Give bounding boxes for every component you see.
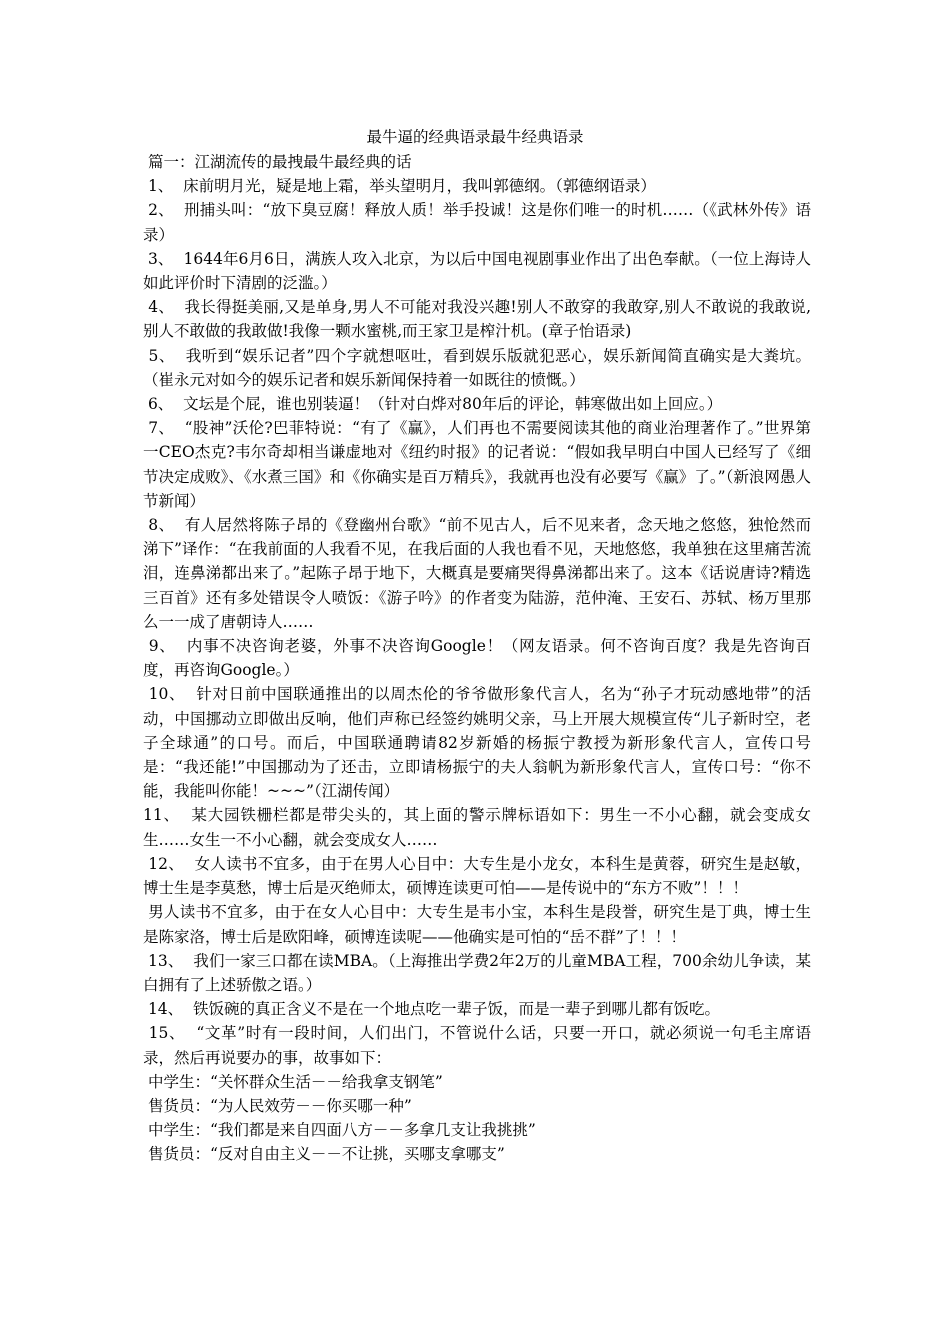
paragraph: 6、 文坛是个屁，谁也别装逼！（针对白烨对80年后的评论，韩寒做出如上回应。）	[143, 395, 723, 414]
document-body	[143, 150, 811, 1167]
paragraph: 14、 铁饭碗的真正含义不是在一个地点吃一辈子饭，而是一辈子到哪儿都有饭吃。	[143, 1000, 721, 1019]
paragraph: 1、 床前明月光，疑是地上霜，举头望明月，我叫郭德纲。（郭德纲语录）	[143, 177, 656, 196]
document-title: 最牛逼的经典语录最牛经典语录	[366, 128, 584, 146]
paragraph: 13、 我们一家三口都在读MBA。（上海推出学费2年2万的儿童MBA工程，700余幼儿争读，某白拥有了上述骄傲之语。）	[143, 951, 811, 994]
paragraph: 5、 我听到“娱乐记者”四个字就想呕吐，看到娱乐版就犯恶心，娱乐新闻简直确实是大粪坑。（崔永元对如今的娱乐记者和娱乐新闻保持着一如既往的愤慨。）	[143, 346, 811, 389]
paragraph: 男人读书不宜多，由于在女人心目中：大专生是韦小宝，本科生是段誉，研究生是丁典，博士生是陈家洛，博士后是欧阳峰，硕博连读呢——他确实是可怕的“岳不群”了！！！	[143, 903, 811, 946]
paragraph: 12、 女人读书不宜多，由于在男人心目中：大专生是小龙女，本科生是黄蓉，研究生是赵敏，博士生是李莫愁，博士后是灭绝师太，硕博连读更可怕——是传说中的“东方不败”！！！	[143, 854, 811, 898]
paragraph: 2、 刑捕头叫：“放下臭豆腐！释放人质！举手投诚！这是你们唯一的时机……（《武林外传》语录）	[143, 201, 811, 244]
paragraph: 售货员：“为人民效劳－－你买哪一种”	[143, 1096, 412, 1115]
paragraph: 7、 “股神”沃伦?巴菲特说：“有了《赢》，人们再也不需要阅读其他的商业治理著作了。”世界第一CEO杰克?韦尔奇却相当谦虚地对《纽约时报》的记者说：“假如我早明白中国人已经写了《细节决定成败》、《水煮三国》和《你确实是百万精兵》，我就再也没有必要写《赢》了。”（新浪网愚人节新闻）	[143, 419, 811, 510]
paragraph: 中学生：“我们都是来自四面八方－－多拿几支让我挑挑”	[143, 1121, 536, 1140]
paragraph: 15、 “文革”时有一段时间，人们出门，不管说什么话，只要一开口，就必须说一句毛主席语录，然后再说要办的事，故事如下：	[143, 1024, 811, 1067]
paragraph: 10、 针对日前中国联通推出的以周杰伦的爷爷做形象代言人，名为“孙子才玩动感地带”的活动，中国挪动立即做出反响，他们声称已经签约姚明父亲，马上开展大规模宣传“儿子新时空，老子全球通”的口号。而后，中国联通聘请82岁新婚的杨振宁教授为新形象代言人，宣传口号是：“我还能!”中国挪动为了还击，立即请杨振宁的夫人翁帆为新形象代言人，宣传口号：“你不能，我能叫你能！~~~”（江湖传闻）	[143, 685, 811, 801]
paragraph: 11、 某大园铁栅栏都是带尖头的，其上面的警示牌标语如下：男生一不小心翻，就会变成女生……女生一不小心翻，就会变成女人……	[143, 806, 811, 849]
paragraph: 售货员：“反对自由主义－－不让挑，买哪支拿哪支”	[143, 1145, 505, 1164]
paragraph: 篇一：江湖流传的最拽最牛最经典的话	[143, 153, 412, 171]
paragraph: 9、 内事不决咨询老婆，外事不决咨询Google！（网友语录。何不咨询百度？我是先咨询百度，再咨询Google。）	[143, 637, 811, 680]
paragraph: 中学生：“关怀群众生活－－给我拿支钢笔”	[143, 1072, 443, 1091]
paragraph: 8、 有人居然将陈子昂的《登幽州台歌》“前不见古人，后不见来者，念天地之悠悠，独怆然而涕下”译作：“在我前面的人我看不见，在我后面的人我也看不见，天地悠悠，我单独在这里痛苦流泪，连鼻涕都出来了。”起陈子昂于地下，大概真是要痛哭得鼻涕都出来了。这本《话说唐诗?精选三百首》还有多处错误令人喷饭：《游子吟》的作者变为陆游，范仲淹、王安石、苏轼、杨万里那么一一成了唐朝诗人……	[143, 516, 811, 631]
paragraph: 3、 1644年6月6日，满族人攻入北京，为以后中国电视剧事业作出了出色奉献。（一位上海诗人如此评价时下清剧的泛滥。）	[143, 249, 811, 293]
paragraph: 4、 我长得挺美丽,又是单身,男人不可能对我没兴趣!别人不敢穿的我敢穿,别人不敢说的我敢说,别人不敢做的我敢做!我像一颗水蜜桃,而王家卫是榨汁机。(章子怡语录)	[143, 298, 811, 341]
